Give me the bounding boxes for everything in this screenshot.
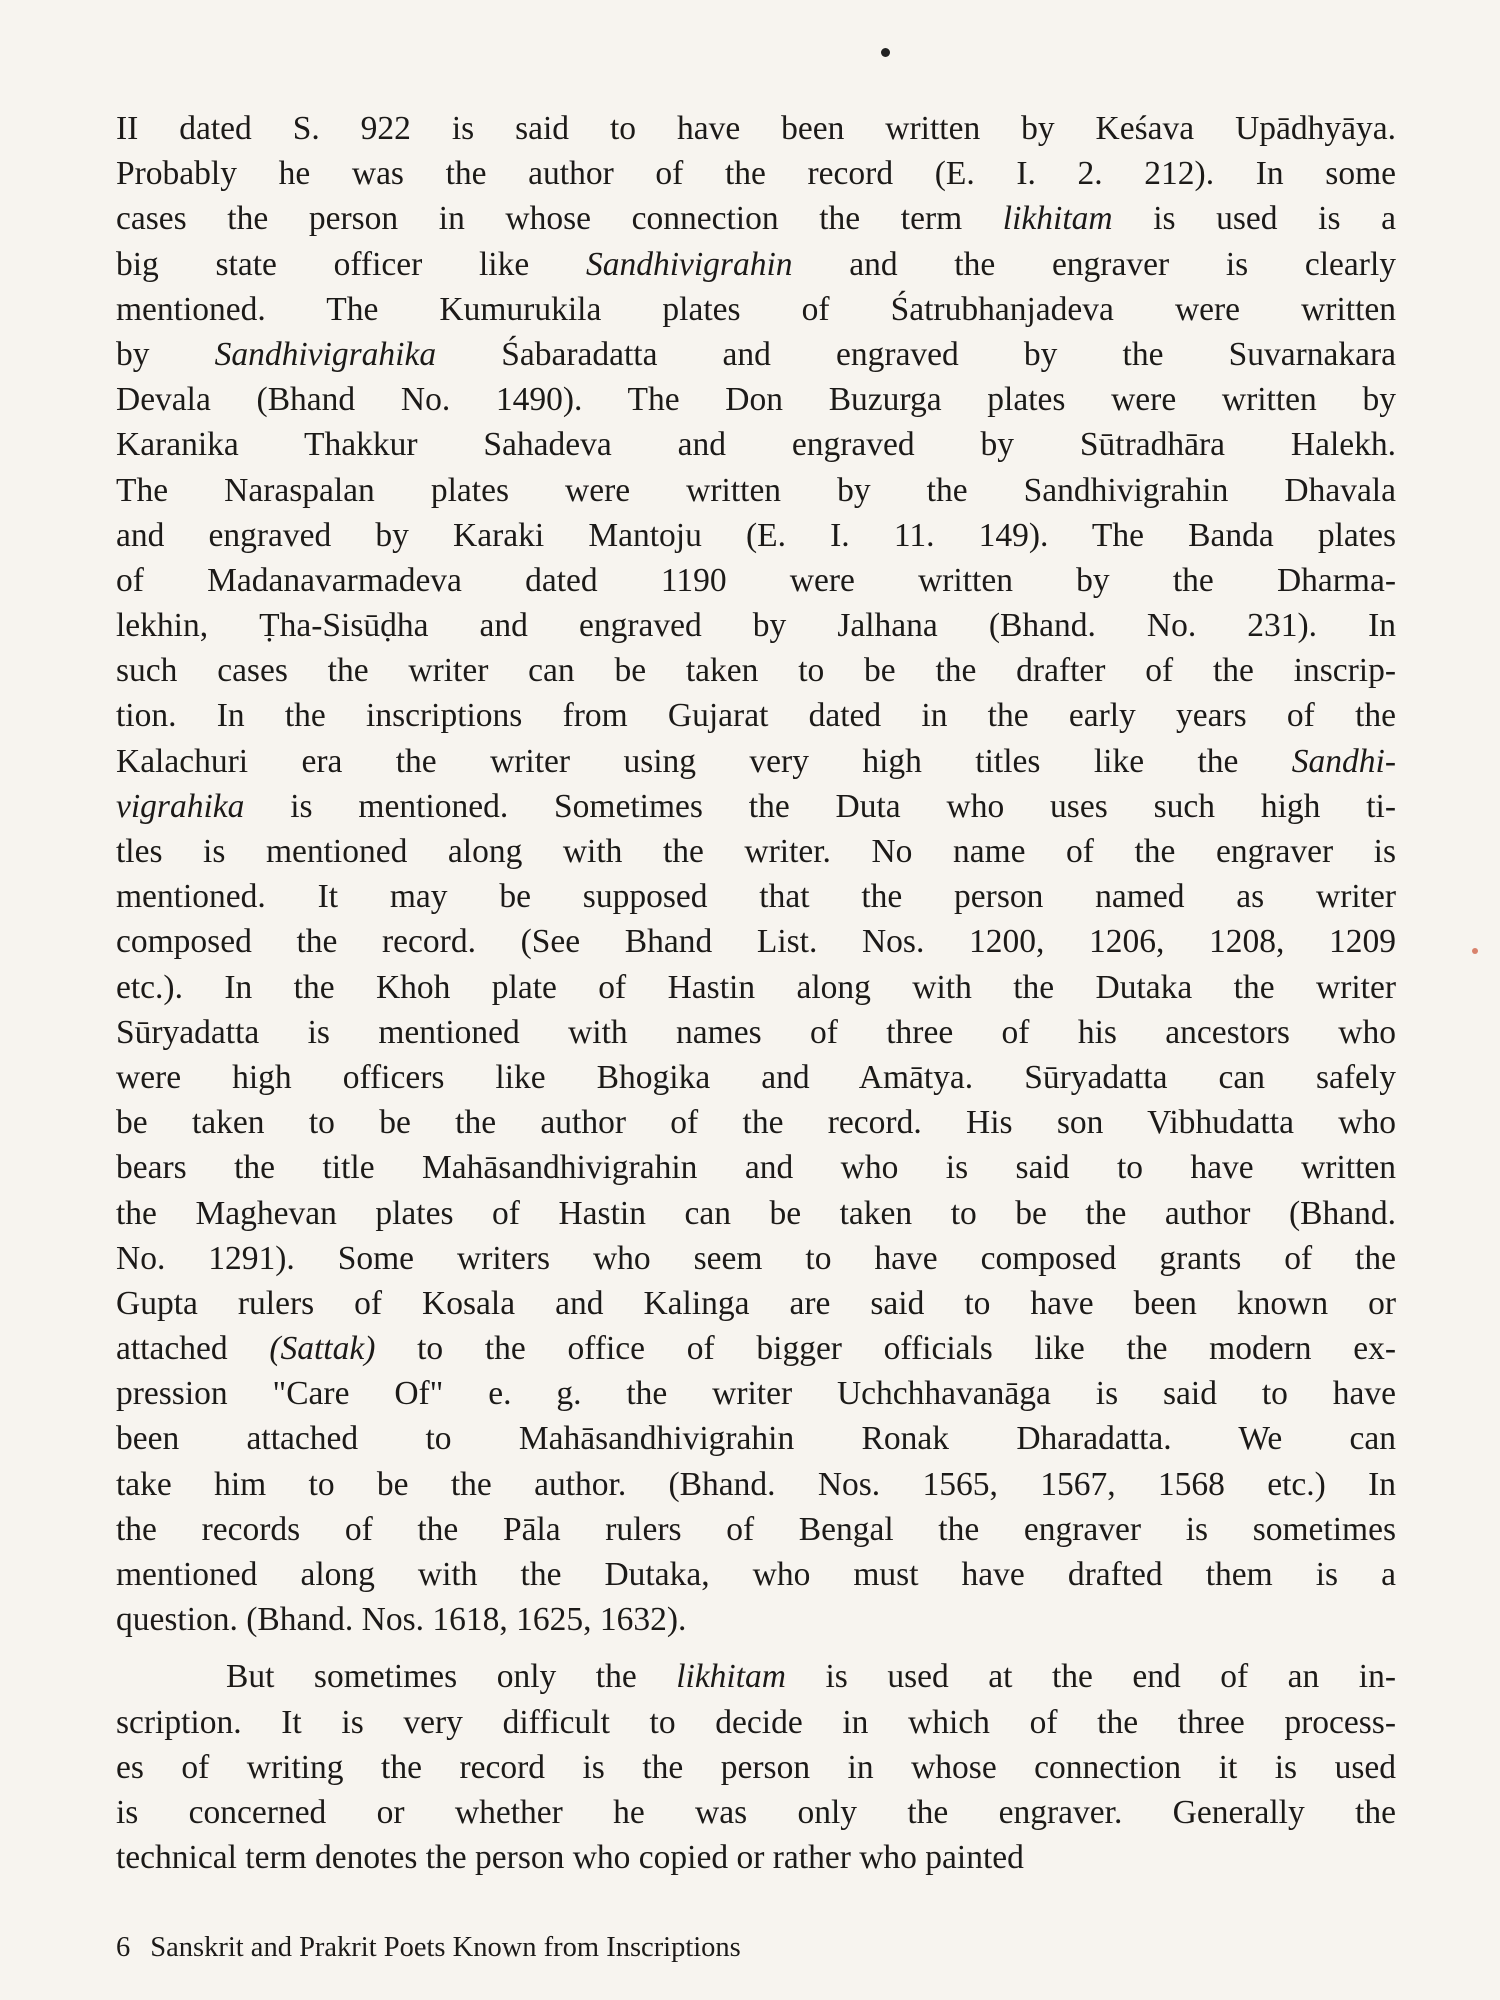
text-line: [116, 874, 1396, 919]
text-line: [116, 1236, 1396, 1281]
text-run: But sometimes only the: [226, 1658, 677, 1696]
text-run: big state officer like: [116, 245, 586, 283]
text-run: been attached to Mahāsandhivigrahin Ronak Dharadatta. We can: [116, 1420, 1396, 1458]
text-run: Karanika Thakkur Sahadeva and engraved by Sūtradhāra Halekh.: [116, 426, 1396, 464]
text-run: scription. It is very difficult to decide in which of the three process-: [116, 1703, 1396, 1741]
text-line: [116, 1416, 1396, 1461]
text-line: [116, 829, 1396, 874]
italic-term: Sandhivigrahika: [214, 335, 437, 373]
text-run: cases the person in whose connection the term: [116, 200, 1003, 238]
text-run: tion. In the inscriptions from Gujarat dated in the early years of the: [116, 697, 1396, 735]
text-line: [116, 739, 1396, 784]
text-run: es of writing the record is the person in whose connection it is used: [116, 1748, 1396, 1786]
text-line: [116, 1745, 1396, 1790]
text-run: question. (Bhand. Nos. 1618, 1625, 1632).: [116, 1601, 687, 1639]
text-run: the records of the Pāla rulers of Bengal the engraver is sometimes: [116, 1510, 1396, 1548]
text-line: [116, 1191, 1396, 1236]
paragraph-gap: [116, 1642, 1396, 1654]
page-number: 6: [116, 1932, 131, 1963]
text-run: Gupta rulers of Kosala and Kalinga are said to have been known or: [116, 1284, 1396, 1322]
margin-speck: [1472, 948, 1478, 954]
text-run: tles is mentioned along with the writer. No name of the engraver is: [116, 833, 1396, 870]
text-run: is mentioned. Sometimes the Duta who uses such high ti-: [244, 787, 1396, 825]
text-run: pression "Care Of" e. g. the writer Uchchhavanāga is said to have: [116, 1375, 1396, 1413]
text-line: [116, 1835, 1396, 1880]
italic-term: Sandhivigrahin: [585, 245, 793, 283]
text-run: II dated S. 922 is said to have been written by Keśava Upādhyāya.: [116, 110, 1396, 147]
text-line: [116, 242, 1396, 287]
text-line: [116, 1326, 1396, 1371]
text-line: [116, 965, 1396, 1010]
text-line: [116, 106, 1396, 151]
text-run: be taken to be the author of the record. His son Vibhudatta who: [116, 1104, 1396, 1142]
text-line: [116, 603, 1396, 648]
text-run: of Madanavarmadeva dated 1190 were written by the Dharma-: [116, 561, 1396, 599]
page-top-dot: [881, 48, 890, 57]
text-run: No. 1291). Some writers who seem to have composed grants of the: [116, 1239, 1396, 1277]
text-line: [116, 151, 1396, 196]
book-title: Sanskrit and Prakrit Poets Known from Inscriptions: [150, 1932, 741, 1963]
text-run: and engraved by Karaki Mantoju (E. I. 11. 149). The Banda plates: [116, 516, 1396, 554]
text-run: Kalachuri era the writer using very high titles like the: [116, 742, 1292, 780]
text-line: [116, 1654, 1396, 1699]
text-run: to the office of bigger officials like the modern ex-: [375, 1330, 1396, 1368]
text-run: The Naraspalan plates were written by the Sandhivigrahin Dhavala: [116, 471, 1396, 509]
text-line: [116, 1790, 1396, 1835]
text-run: Devala (Bhand No. 1490). The Don Buzurga plates were written by: [116, 381, 1396, 419]
text-run: composed the record. (See Bhand List. Nos. 1200, 1206, 1208, 1209: [116, 923, 1396, 961]
text-line: [116, 919, 1396, 964]
italic-term: Sandhi-: [1291, 742, 1396, 780]
text-run: by: [116, 335, 215, 373]
text-run: were high officers like Bhogika and Amātya. Sūryadatta can safely: [116, 1058, 1396, 1096]
text-run: attached: [116, 1330, 270, 1368]
text-line: [116, 784, 1396, 829]
page-footer: [116, 1930, 741, 1966]
text-line: [116, 422, 1396, 467]
paragraph: [116, 106, 1396, 1642]
italic-term: likhitam: [676, 1658, 786, 1696]
text-run: mentioned. The Kumurukila plates of Śatrubhanjadeva were written: [116, 290, 1396, 328]
paragraph: [116, 1654, 1396, 1880]
italic-term: vigrahika: [116, 787, 245, 825]
text-line: [116, 196, 1396, 241]
text-run: Sūryadatta is mentioned with names of three of his ancestors who: [116, 1013, 1396, 1051]
text-line: [116, 287, 1396, 332]
text-line: [116, 468, 1396, 513]
text-line: [116, 1055, 1396, 1100]
text-line: [116, 1281, 1396, 1326]
text-line: [116, 513, 1396, 558]
text-line: [116, 558, 1396, 603]
text-line: [116, 1010, 1396, 1055]
text-line: [116, 1507, 1396, 1552]
text-line: [116, 1462, 1396, 1507]
text-run: mentioned. It may be supposed that the person named as writer: [116, 878, 1396, 916]
italic-term: (Sattak): [269, 1330, 376, 1368]
italic-term: likhitam: [1002, 200, 1113, 238]
text-line: [116, 693, 1396, 738]
text-run: mentioned along with the Dutaka, who must have drafted them is a: [116, 1556, 1396, 1593]
text-line: [116, 1700, 1396, 1745]
text-line: [116, 1371, 1396, 1416]
text-line: [116, 1597, 1396, 1642]
text-run: and the engraver is clearly: [792, 245, 1397, 283]
text-run: technical term denotes the person who copied or rather who painted: [116, 1839, 1024, 1877]
text-line: [116, 1552, 1396, 1597]
text-run: is used at the end of an in-: [786, 1658, 1396, 1696]
text-run: such cases the writer can be taken to be the drafter of the inscrip-: [116, 652, 1396, 690]
text-run: Śabaradatta and engraved by the Suvarnakara: [436, 335, 1396, 373]
text-run: etc.). In the Khoh plate of Hastin along with the Dutaka the writer: [116, 968, 1396, 1006]
text-run: Probably he was the author of the record (E. I. 2. 212). In some: [116, 155, 1396, 193]
text-run: take him to be the author. (Bhand. Nos. 1565, 1567, 1568 etc.) In: [116, 1465, 1396, 1503]
body-text: [116, 106, 1396, 1880]
text-run: the Maghevan plates of Hastin can be taken to be the author (Bhand.: [116, 1194, 1396, 1232]
text-line: [116, 1145, 1396, 1190]
text-run: lekhin, Ṭha-Sisūḍha and engraved by Jalhana (Bhand. No. 231). In: [116, 607, 1396, 645]
text-line: [116, 332, 1396, 377]
text-line: [116, 648, 1396, 693]
text-run: is used is a: [1112, 200, 1396, 238]
text-run: is concerned or whether he was only the engraver. Generally the: [116, 1793, 1396, 1831]
text-run: bears the title Mahāsandhivigrahin and who is said to have written: [116, 1149, 1396, 1187]
text-line: [116, 1100, 1396, 1145]
text-line: [116, 377, 1396, 422]
